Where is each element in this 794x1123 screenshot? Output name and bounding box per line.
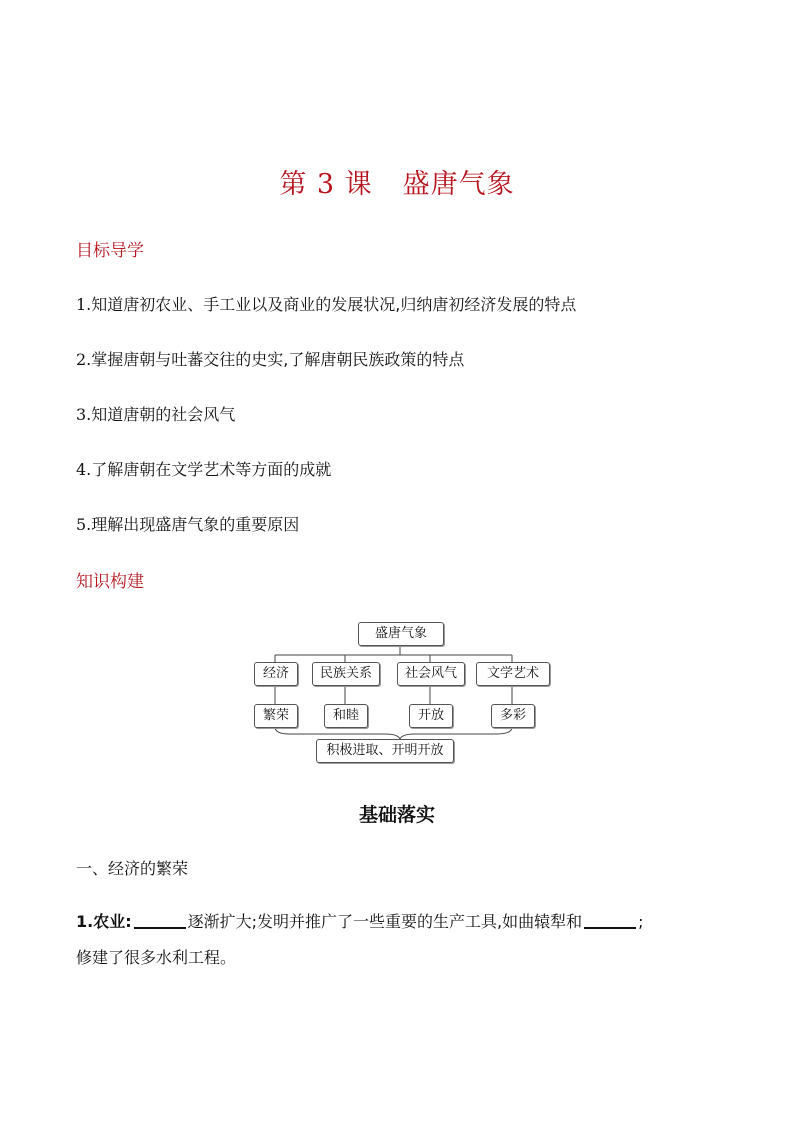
- diagram-branch-society: 社会风气: [397, 662, 465, 686]
- diagram-root: 盛唐气象: [358, 622, 444, 646]
- goal-item: 5.理解出现盛唐气象的重要原因: [76, 515, 300, 534]
- diagram-leaf-prosperity: 繁荣: [254, 704, 298, 728]
- diagram-branch-ethnic: 民族关系: [312, 662, 380, 686]
- fill-in-item-1: 1.农业: 逐渐扩大;发明并推广了一些重要的生产工具,如曲辕犁和 ; 修建了很多水利工程。: [76, 912, 644, 967]
- knowledge-heading: 知识构建: [76, 572, 144, 592]
- answer-blank[interactable]: [134, 911, 186, 929]
- diagram-leaf-diversity: 多彩: [491, 704, 535, 728]
- item-number: 1.: [76, 912, 94, 931]
- goal-item: 3.知道唐朝的社会风气: [76, 405, 236, 424]
- lesson-name: 盛唐气象: [402, 169, 515, 200]
- sub-heading: 一、经济的繁荣: [76, 859, 189, 878]
- lesson-number: 第 3 课: [279, 169, 373, 200]
- goals-heading: 目标导学: [76, 241, 144, 261]
- item-label: 农业:: [93, 912, 132, 931]
- diagram-leaf-harmony: 和睦: [324, 704, 368, 728]
- lesson-title: [0, 162, 794, 201]
- diagram-branch-economy: 经济: [254, 662, 298, 686]
- goal-item: 4.了解唐朝在文学艺术等方面的成就: [76, 460, 332, 479]
- goal-item: 1.知道唐初农业、手工业以及商业的发展状况,归纳唐初经济发展的特点: [76, 295, 577, 314]
- answer-blank[interactable]: [584, 911, 636, 929]
- diagram-leaf-openness: 开放: [409, 704, 453, 728]
- section-heading: 基础落实: [358, 804, 435, 826]
- knowledge-diagram: [250, 618, 550, 763]
- diagram-summary: 积极进取、开明开放: [316, 739, 454, 763]
- goal-item: 2.掌握唐朝与吐蕃交往的史实,了解唐朝民族政策的特点: [76, 350, 465, 369]
- diagram-branch-culture: 文学艺术: [476, 662, 550, 686]
